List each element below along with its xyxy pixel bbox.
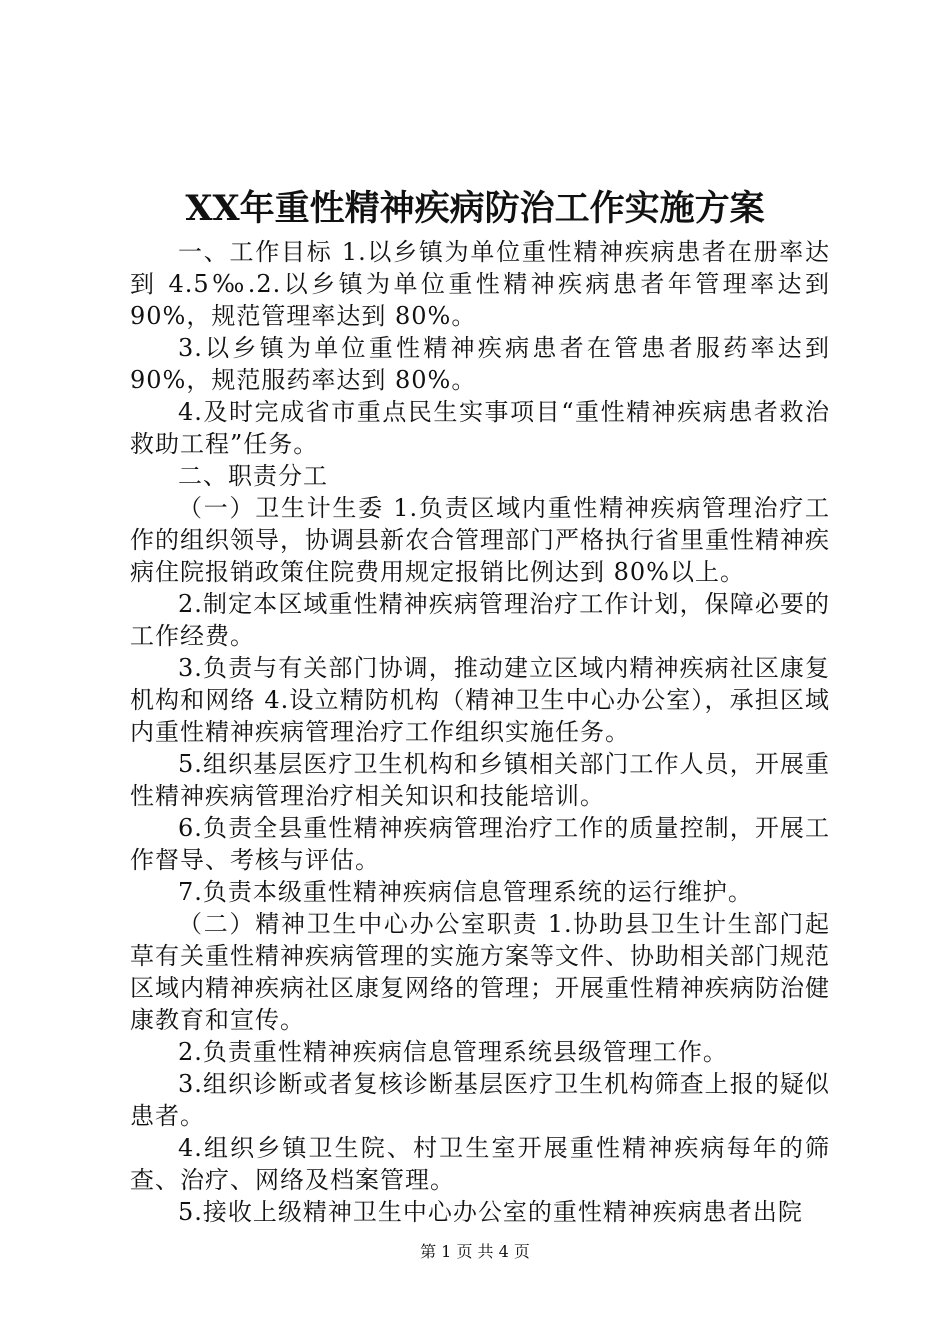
paragraph: 7.负责本级重性精神疾病信息管理系统的运行维护。 xyxy=(178,878,753,906)
paragraph: 3.以乡镇为单位重性精神疾病患者在管患者服药率达到 90%，规范服药率达到 80%。 xyxy=(130,334,830,394)
paragraph: （一）卫生计生委 1.负责区域内重性精神疾病管理治疗工作的组织领导，协调县新农合管理部门严格执行省里重性精神疾病住院报销政策住院费用规定报销比例达到 80%以上。 xyxy=(130,494,830,586)
paragraph: 5.接收上级精神卫生中心办公室的重性精神疾病患者出院 xyxy=(178,1198,803,1226)
page-number-footer: 第 1 页 共 4 页 xyxy=(420,1242,530,1261)
document-body xyxy=(130,236,830,1228)
document-title: XX年重性精神疾病防治工作实施方案 xyxy=(185,188,765,229)
paragraph: 4.及时完成省市重点民生实事项目“重性精神疾病患者救治救助工程”任务。 xyxy=(130,398,830,458)
section-heading: 二、职责分工 xyxy=(178,462,328,490)
paragraph: 5.组织基层医疗卫生机构和乡镇相关部门工作人员，开展重性精神疾病管理治疗相关知识和技能培训。 xyxy=(130,750,830,810)
paragraph: 3.负责与有关部门协调，推动建立区域内精神疾病社区康复机构和网络 4.设立精防机构（精神卫生中心办公室），承担区域内重性精神疾病管理治疗工作组织实施任务。 xyxy=(130,654,830,746)
paragraph: 2.制定本区域重性精神疾病管理治疗工作计划，保障必要的工作经费。 xyxy=(130,590,830,650)
paragraph: 4.组织乡镇卫生院、村卫生室开展重性精神疾病每年的筛查、治疗、网络及档案管理。 xyxy=(130,1134,830,1194)
paragraph: （二）精神卫生中心办公室职责 1.协助县卫生计生部门起草有关重性精神疾病管理的实施方案等文件、协助相关部门规范区域内精神疾病社区康复网络的管理；开展重性精神疾病防治健康教育和宣传。 xyxy=(130,910,830,1034)
paragraph: 2.负责重性精神疾病信息管理系统县级管理工作。 xyxy=(178,1038,728,1066)
paragraph: 一、工作目标 1.以乡镇为单位重性精神疾病患者在册率达到 4.5‰.2.以乡镇为单位重性精神疾病患者年管理率达到 90%，规范管理率达到 80%。 xyxy=(130,238,830,330)
paragraph: 6.负责全县重性精神疾病管理治疗工作的质量控制，开展工作督导、考核与评估。 xyxy=(130,814,830,874)
paragraph: 3.组织诊断或者复核诊断基层医疗卫生机构筛查上报的疑似患者。 xyxy=(130,1070,830,1130)
